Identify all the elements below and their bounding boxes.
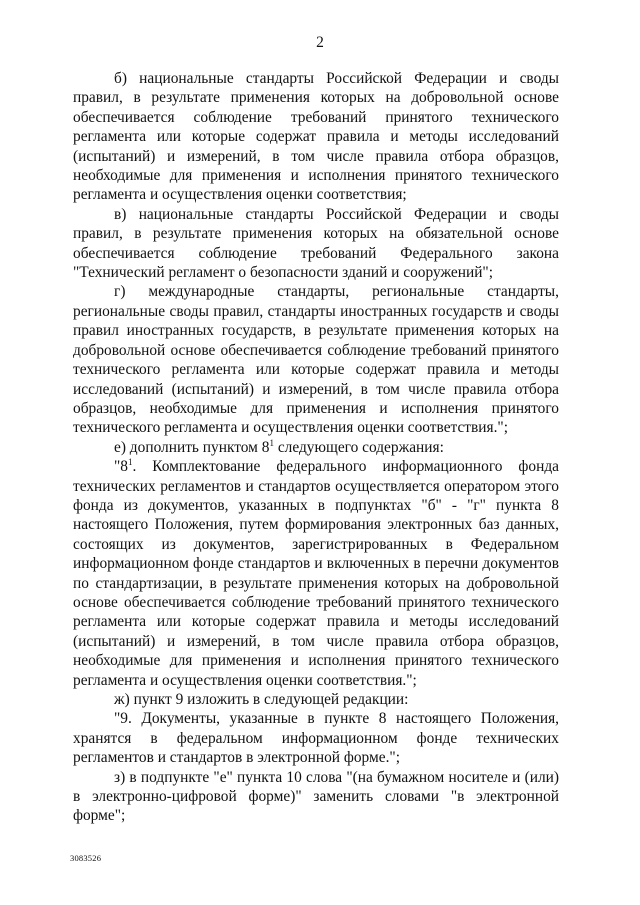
paragraph-zh: ж) пункт 9 изложить в следующей редакции: [114,691,409,708]
quote-number-superscript: 1 [127,457,133,467]
paragraph-z: з) в подпункте "е" пункта 10 слова "(на бумажном носителе и (или) в электронно-цифровой форме)" заменить словами "в электронной форме"; [73,768,559,825]
quote-text: . Комплектование федерального информационного фонда технических регламентов и стандартов осуществляется оператором этого фонда из документов, указанных в подпунктах "б" - "г" пункта 8 настоящего Положения, путем формирования электронных баз данных, состоящих из документов, зарегистрированных в Федеральном информационном фонде стандартов и включенных в перечни документов по стандартизации, в результате применения которых на добровольной основе обеспечивается соблюдение требований принятого технического регламента или которые содержат правила и методы исследований (испытаний) и измерений, в том числе правила отбора образцов, необходимые для применения и исполнения принятого технического регламента и осуществления оценки соответствия."; [73,458,559,689]
paragraph-v: в) национальные стандарты Российской Федерации и своды правил, в результате применения которых на обязательной основе обеспечивается соблюдение требований Федерального закона "Технический регламент о безопасности зданий и сооружений"; [73,205,559,282]
document-body [73,69,559,826]
paragraph-zh-quote: "9. Документы, указанные в пункте 8 настоящего Положения, хранятся в федеральном информационном фонде технических регламентов и стандартов в электронной форме."; [73,710,559,767]
document-id: 3083526 [70,853,102,863]
paragraph-e-superscript: 1 [269,437,274,448]
paragraph-b: б) национальные стандарты Российской Федерации и своды правил, в результате применения которых на добровольной основе обеспечивается соблюдение требований принятого технического регламента или которые содержат правила и методы исследований (испытаний) и измерений, в том числе правила отбора образцов, необходимые для применения и исполнения принятого технического регламента и осуществления оценки соответствия; [73,70,559,204]
paragraph-e-quote [73,457,559,690]
paragraph-e [73,438,559,457]
paragraph-g: г) международные стандарты, региональные стандарты, региональные своды правил, стандарты иностранных государств и своды правил иностранных государств, в результате применения которых на добровольной основе обеспечивается соблюдение требований принятого технического регламента или которые содержат правила и методы исследований (испытаний) и измерений, в том числе правила отбора образцов, необходимые для применения и исполнения принятого технического регламента и осуществления оценки соответствия."; [73,283,559,437]
page-number: 2 [316,34,324,51]
paragraph-e-prefix: е) дополнить пунктом 8 [114,438,270,456]
quote-number: "8 [114,458,128,476]
paragraph-e-suffix: следующего содержания: [273,438,444,456]
